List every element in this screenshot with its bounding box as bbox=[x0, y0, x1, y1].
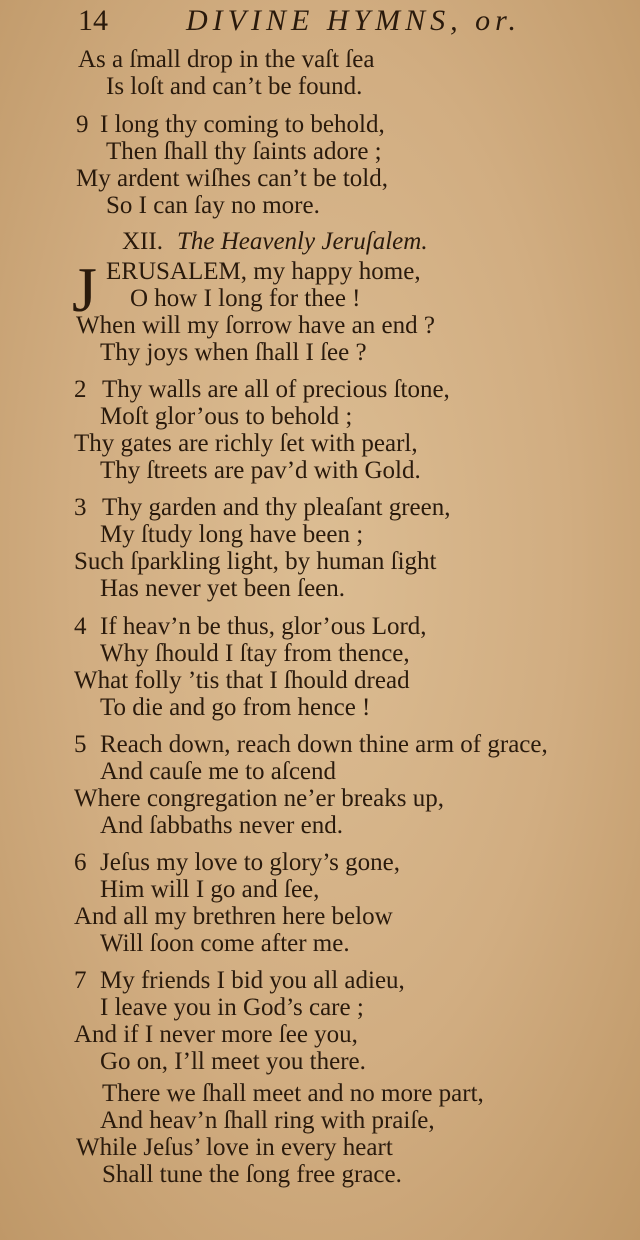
verse-line: Then ſhall thy ſaints adore ; bbox=[106, 138, 382, 165]
verse-line: There we ſhall meet and no more part, bbox=[102, 1080, 484, 1107]
verse-number: 5 bbox=[74, 731, 87, 758]
verse-line: Shall tune the ſong free grace. bbox=[102, 1161, 402, 1188]
verse-line: Thy garden and thy pleaſant green, bbox=[102, 494, 451, 521]
verse-line: So I can ſay no more. bbox=[106, 192, 320, 219]
verse-line: Where congregation ne’er breaks up, bbox=[74, 785, 444, 812]
verse-line: And all my brethren here below bbox=[74, 903, 393, 930]
verse-line: Go on, I’ll meet you there. bbox=[100, 1048, 366, 1075]
verse-line: O how I long for thee ! bbox=[130, 285, 361, 312]
verse-line: Thy joys when ſhall I ſee ? bbox=[100, 339, 367, 366]
verse-line: My ſtudy long have been ; bbox=[100, 521, 364, 548]
verse-number: 7 bbox=[74, 967, 87, 994]
verse-line: To die and go from hence ! bbox=[100, 694, 371, 721]
verse-number: 4 bbox=[74, 613, 87, 640]
verse-line: I long thy coming to behold, bbox=[100, 111, 385, 138]
verse-line: Is loſt and can’t be found. bbox=[106, 73, 363, 100]
verse-line: Has never yet been ſeen. bbox=[100, 575, 346, 602]
verse-line: Will ſoon come after me. bbox=[100, 930, 350, 957]
hymn-title bbox=[122, 228, 428, 256]
verse-line: ERUSALEM, my happy home, bbox=[106, 258, 421, 285]
verse-line: And heav’n ſhall ring with praiſe, bbox=[100, 1107, 435, 1134]
verse-line: My friends I bid you all adieu, bbox=[100, 967, 405, 994]
verse-line: I leave you in God’s care ; bbox=[100, 994, 364, 1021]
verse-number: 6 bbox=[74, 849, 87, 876]
verse-line: While Jeſus’ love in every heart bbox=[76, 1134, 393, 1161]
verse-line: What folly ’tis that I ſhould dread bbox=[74, 667, 410, 694]
hymn-subtitle: The Heavenly Jeruſalem. bbox=[176, 228, 428, 255]
hymn-numeral: XII. bbox=[122, 228, 163, 255]
verse-number: 3 bbox=[74, 494, 87, 521]
drop-cap: J bbox=[72, 254, 97, 325]
verse-line: Moſt glor’ous to behold ; bbox=[100, 403, 353, 430]
verse-line: Thy gates are richly ſet with pearl, bbox=[74, 430, 418, 457]
verse-line: And if I never more ſee you, bbox=[74, 1021, 358, 1048]
verse-line: When will my ſorrow have an end ? bbox=[76, 312, 435, 339]
verse-line: Why ſhould I ſtay from thence, bbox=[100, 640, 410, 667]
verse-line: And ſabbaths never end. bbox=[100, 812, 343, 839]
verse-line: As a ſmall drop in the vaſt ſea bbox=[78, 46, 375, 73]
page-header bbox=[78, 4, 548, 44]
running-title: DIVINE HYMNS, or. bbox=[186, 4, 522, 37]
verse-line: Thy walls are all of precious ſtone, bbox=[102, 376, 450, 403]
verse-line: Him will I go and ſee, bbox=[100, 876, 320, 903]
verse-line: My ardent wiſhes can’t be told, bbox=[76, 165, 388, 192]
verse-number: 9 bbox=[76, 111, 89, 138]
verse-line: And cauſe me to aſcend bbox=[100, 758, 337, 785]
verse-line: Such ſparkling light, by human ſight bbox=[74, 548, 437, 575]
page-number: 14 bbox=[78, 4, 108, 37]
verse-line: Reach down, reach down thine arm of grace, bbox=[100, 731, 548, 758]
verse-line: Thy ſtreets are pav’d with Gold. bbox=[100, 457, 421, 484]
verse-line: Jeſus my love to glory’s gone, bbox=[100, 849, 400, 876]
verse-number: 2 bbox=[74, 376, 87, 403]
verse-line: If heav’n be thus, glor’ous Lord, bbox=[100, 613, 427, 640]
